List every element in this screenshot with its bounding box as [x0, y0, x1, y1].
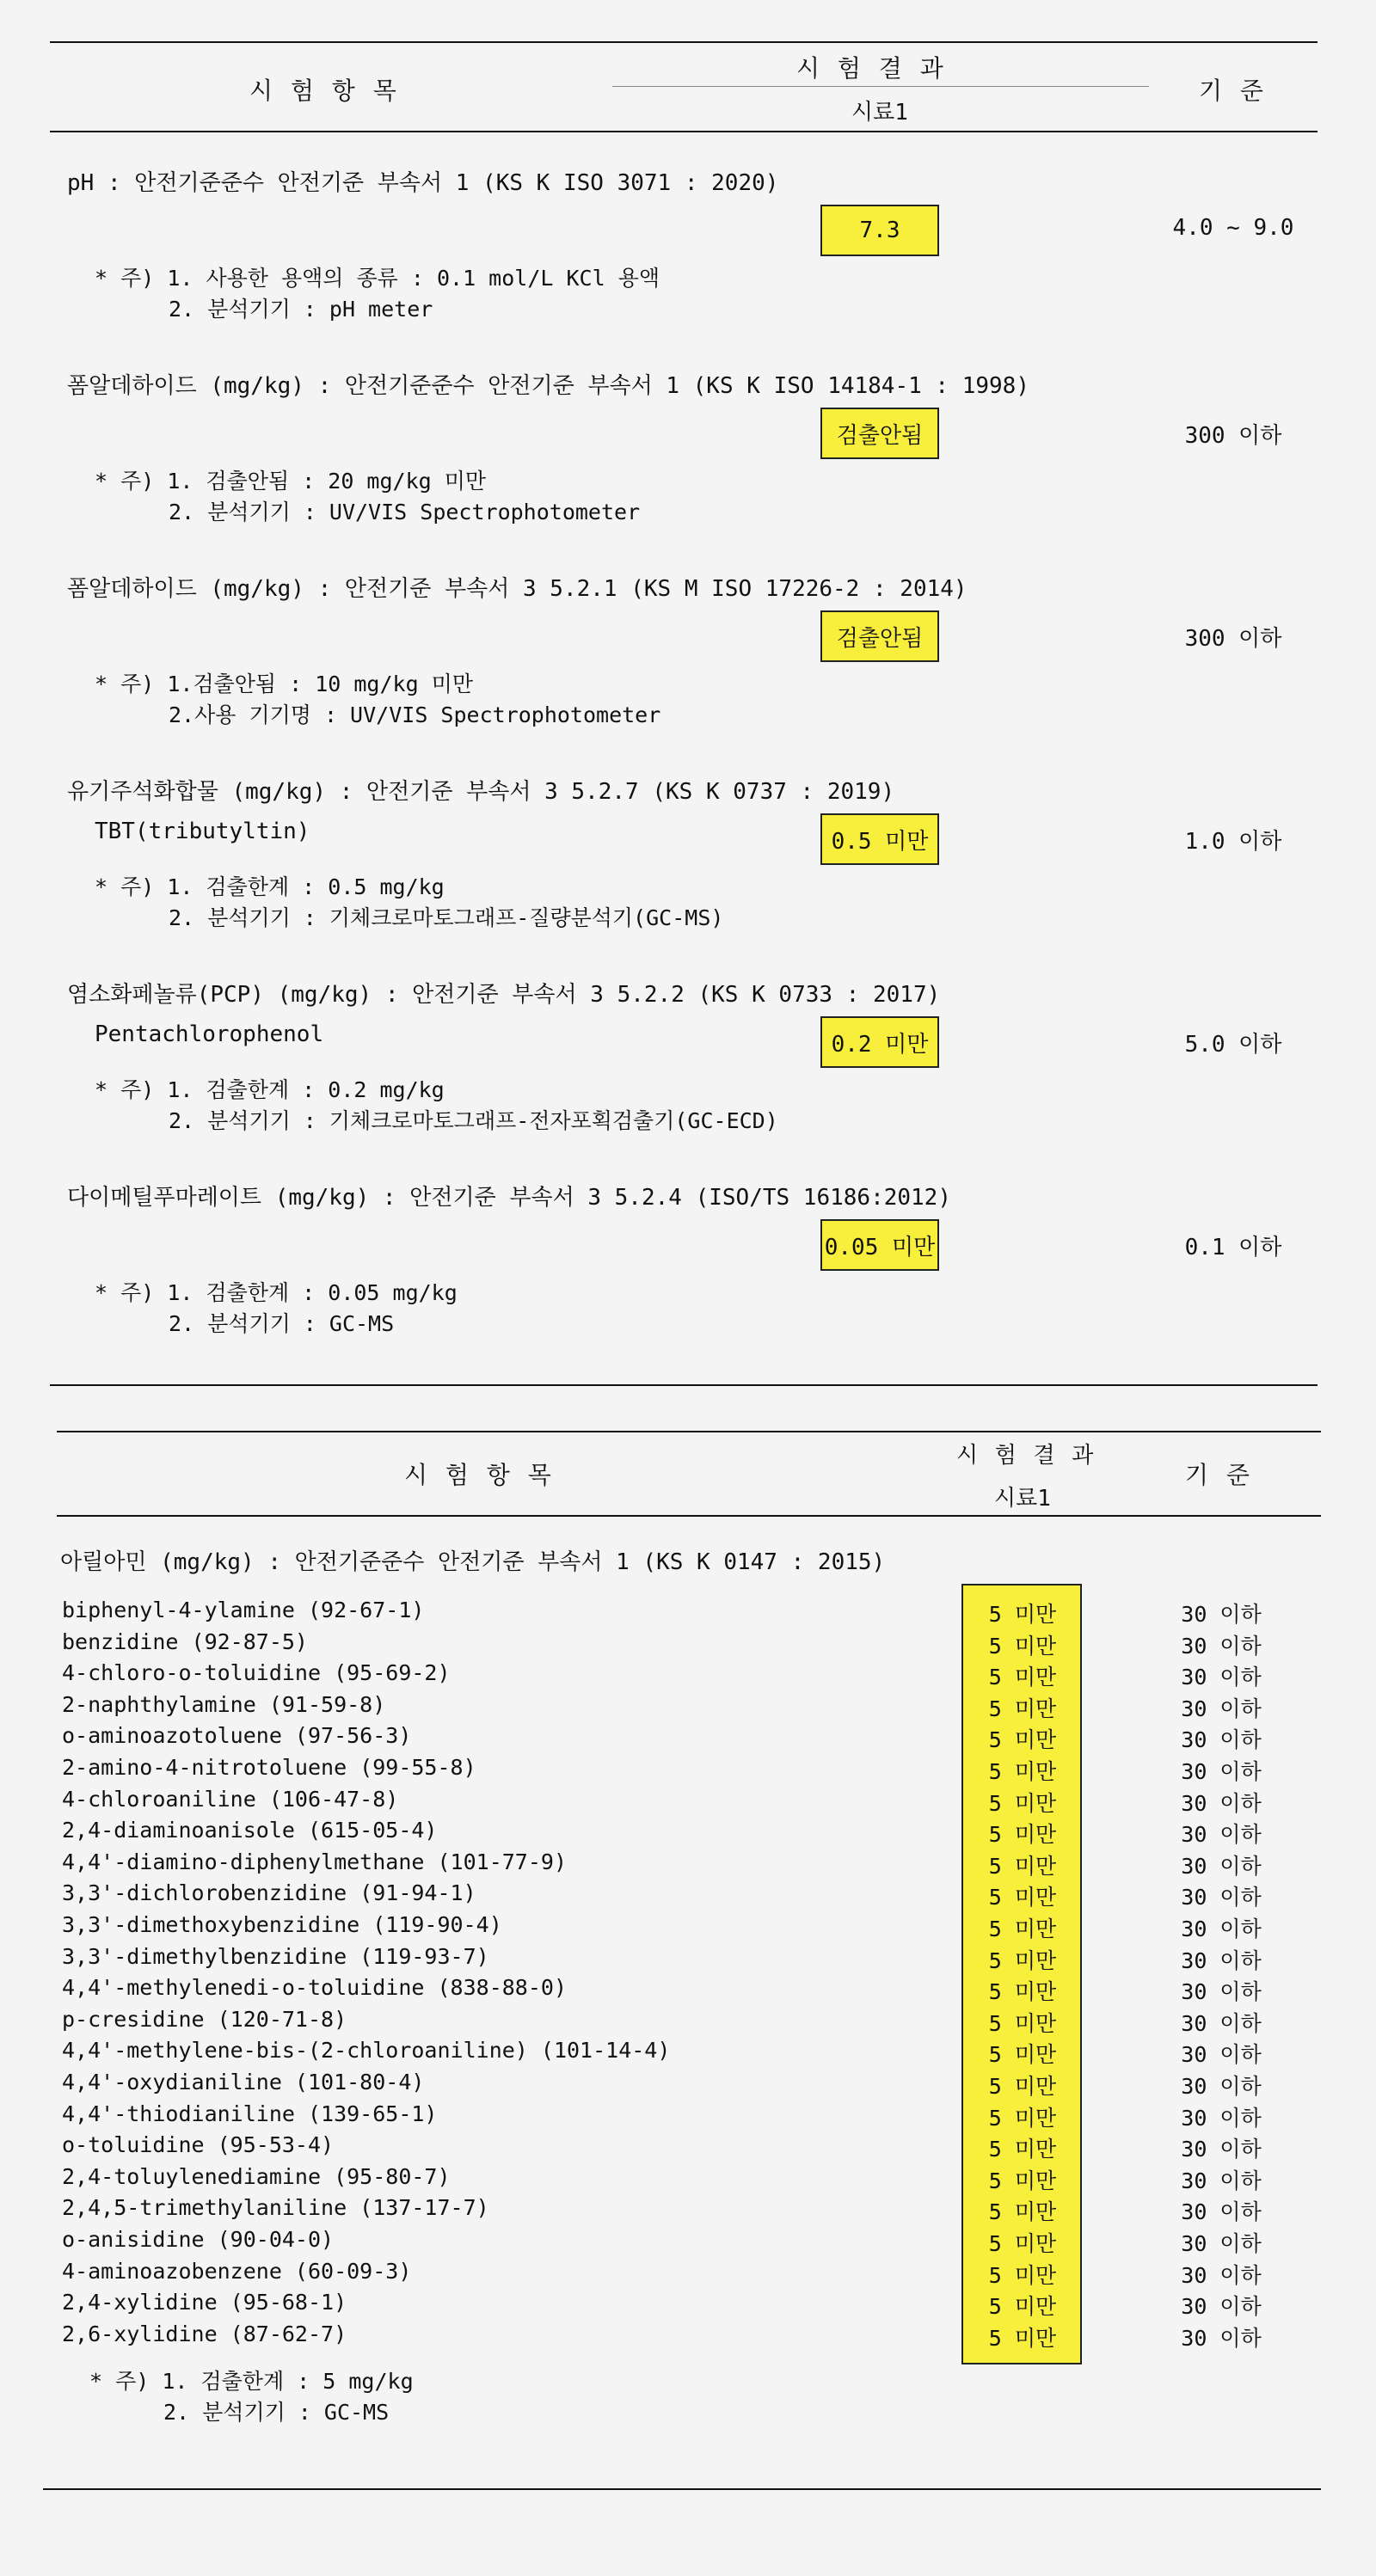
table1-header-result: 시 험 결 과: [796, 54, 945, 83]
arylamine-result: 5 미만: [988, 1979, 1057, 2004]
arylamine-result: 5 미만: [988, 1602, 1057, 1627]
arylamine-standard: 30 이하: [1181, 2294, 1262, 2319]
arylamine-name: o-aminoazotoluene (97-56-3): [62, 1723, 412, 1748]
arylamine-standard: 30 이하: [1181, 2106, 1262, 2131]
arylamine-result: 5 미만: [988, 1917, 1057, 1941]
arylamine-result: 5 미만: [988, 1948, 1057, 1973]
table2-header-rule: [57, 1515, 1321, 1517]
arylamine-result: 5 미만: [988, 2231, 1057, 2256]
arylamine-name: 4-chloro-o-toluidine (95-69-2): [62, 1660, 451, 1685]
arylamine-note-2: 2. 분석기기 : GC-MS: [163, 2400, 390, 2425]
arylamine-standard: 30 이하: [1181, 1634, 1262, 1659]
arylamine-standard: 30 이하: [1181, 2168, 1262, 2193]
section-note-1: * 주) 1. 사용한 용액의 종류 : 0.1 mol/L KCl 용액: [95, 266, 660, 291]
arylamine-standard: 30 이하: [1181, 2042, 1262, 2067]
arylamine-standard: 30 이하: [1181, 1979, 1262, 2004]
arylamine-name: 4-aminoazobenzene (60-09-3): [62, 2259, 412, 2284]
arylamine-result: 5 미만: [988, 2263, 1057, 2288]
arylamine-name: 2-amino-4-nitrotoluene (99-55-8): [62, 1755, 476, 1780]
table1-header-divider: [612, 86, 1149, 87]
arylamine-result: 5 미만: [988, 2011, 1057, 2036]
section-note-1: * 주) 1. 검출한계 : 0.05 mg/kg: [95, 1280, 458, 1305]
arylamine-standard: 30 이하: [1181, 2199, 1262, 2224]
table1-header-rule: [50, 131, 1318, 132]
table1-bottom-rule: [50, 1384, 1318, 1386]
section-note-1: * 주) 1.검출안됨 : 10 mg/kg 미만: [95, 672, 473, 696]
arylamine-result: 5 미만: [988, 2106, 1057, 2131]
arylamine-standard: 30 이하: [1181, 2011, 1262, 2036]
result-value: 검출안됨: [820, 408, 939, 459]
arylamine-name: benzidine (92-87-5): [62, 1629, 308, 1654]
table2-header-item: 시 험 항 목: [404, 1461, 553, 1489]
arylamine-result: 5 미만: [988, 1854, 1057, 1879]
arylamine-result: 5 미만: [988, 2137, 1057, 2162]
table2-bottom-rule: [43, 2488, 1321, 2490]
arylamine-standard: 30 이하: [1181, 1759, 1262, 1784]
arylamine-result: 5 미만: [988, 2168, 1057, 2193]
result-value: 0.05 미만: [820, 1219, 939, 1271]
arylamine-name: 2,4-toluylenediamine (95-80-7): [62, 2164, 451, 2189]
standard-value: 300 이하: [1184, 423, 1282, 449]
arylamine-result: 5 미만: [988, 1885, 1057, 1910]
arylamine-note-1: * 주) 1. 검출한계 : 5 mg/kg: [89, 2369, 414, 2394]
arylamine-name: 4,4'-thiodianiline (139-65-1): [62, 2101, 438, 2126]
result-value: 0.5 미만: [820, 813, 939, 865]
arylamine-name: 3,3'-dimethoxybenzidine (119-90-4): [62, 1912, 502, 1937]
section-note-1: * 주) 1. 검출한계 : 0.5 mg/kg: [95, 874, 445, 899]
arylamine-standard: 30 이하: [1181, 1948, 1262, 1973]
arylamine-result: 5 미만: [988, 1791, 1057, 1816]
arylamine-name: o-anisidine (90-04-0): [62, 2227, 335, 2252]
arylamine-standard: 30 이하: [1181, 1602, 1262, 1627]
arylamine-standard: 30 이하: [1181, 2326, 1262, 2351]
arylamine-name: 2-naphthylamine (91-59-8): [62, 1692, 386, 1717]
arylamine-name: 4-chloroaniline (106-47-8): [62, 1787, 399, 1812]
arylamine-result: 5 미만: [988, 2326, 1057, 2351]
arylamine-standard: 30 이하: [1181, 1822, 1262, 1847]
arylamine-result: 5 미만: [988, 1665, 1057, 1690]
section-title: 폼알데하이드 (mg/kg) : 안전기준 부속서 3 5.2.1 (KS M ISO 17226-2 : 2014): [67, 576, 968, 602]
arylamine-standard: 30 이하: [1181, 1854, 1262, 1879]
result-value: 검출안됨: [820, 610, 939, 662]
arylamine-standard: 30 이하: [1181, 1885, 1262, 1910]
section-title: pH : 안전기준준수 안전기준 부속서 1 (KS K ISO 3071 : 2020): [67, 170, 779, 196]
standard-value: 0.1 이하: [1184, 1235, 1282, 1260]
arylamine-title: 아릴아민 (mg/kg) : 안전기준준수 안전기준 부속서 1 (KS K 0147 : 2015): [60, 1549, 886, 1575]
section-note-1: * 주) 1. 검출안됨 : 20 mg/kg 미만: [95, 469, 487, 494]
arylamine-name: 4,4'-methylenedi-o-toluidine (838-88-0): [62, 1975, 567, 2000]
table2-header-standard: 기 준: [1185, 1461, 1251, 1489]
arylamine-result: 5 미만: [988, 1822, 1057, 1847]
section-title: 염소화페놀류(PCP) (mg/kg) : 안전기준 부속서 3 5.2.2 (KS K 0733 : 2017): [67, 982, 941, 1008]
arylamine-result: 5 미만: [988, 1696, 1057, 1721]
arylamine-name: o-toluidine (95-53-4): [62, 2132, 335, 2157]
section-note-2: 2. 분석기기 : 기체크로마토그래프-전자포획검출기(GC-ECD): [169, 1108, 778, 1133]
arylamine-result: 5 미만: [988, 1727, 1057, 1752]
arylamine-result: 5 미만: [988, 1759, 1057, 1784]
arylamine-result: 5 미만: [988, 1634, 1057, 1659]
result-value: 7.3: [820, 205, 939, 256]
section-title: 폼알데하이드 (mg/kg) : 안전기준준수 안전기준 부속서 1 (KS K ISO 14184-1 : 1998): [67, 373, 1029, 399]
result-value: 0.2 미만: [820, 1016, 939, 1068]
section-title: 유기주석화합물 (mg/kg) : 안전기준 부속서 3 5.2.7 (KS K 0737 : 2019): [67, 779, 895, 805]
standard-value: 4.0 ~ 9.0: [1172, 215, 1294, 241]
section-subitem: TBT(tributyltin): [95, 819, 310, 844]
table2-header-result: 시 험 결 과: [956, 1443, 1096, 1469]
arylamine-name: 3,3'-dimethylbenzidine (119-93-7): [62, 1944, 489, 1969]
arylamine-standard: 30 이하: [1181, 2231, 1262, 2256]
arylamine-name: 2,6-xylidine (87-62-7): [62, 2321, 347, 2346]
arylamine-result: 5 미만: [988, 2294, 1057, 2319]
table2-top-rule: [57, 1431, 1321, 1432]
arylamine-standard: 30 이하: [1181, 1665, 1262, 1690]
arylamine-standard: 30 이하: [1181, 1696, 1262, 1721]
section-note-2: 2. 분석기기 : pH meter: [169, 297, 433, 322]
arylamine-name: 4,4'-methylene-bis-(2-chloroaniline) (101-14-4): [62, 2038, 671, 2063]
arylamine-standard: 30 이하: [1181, 1917, 1262, 1941]
arylamine-result: 5 미만: [988, 2042, 1057, 2067]
section-title: 다이메틸푸마레이트 (mg/kg) : 안전기준 부속서 3 5.2.4 (ISO/TS 16186:2012): [67, 1185, 951, 1211]
arylamine-name: 4,4'-diamino-diphenylmethane (101-77-9): [62, 1849, 567, 1874]
arylamine-name: biphenyl-4-ylamine (92-67-1): [62, 1598, 425, 1622]
section-note-2: 2. 분석기기 : UV/VIS Spectrophotometer: [169, 500, 641, 524]
arylamine-standard: 30 이하: [1181, 2137, 1262, 2162]
arylamine-name: 2,4-xylidine (95-68-1): [62, 2290, 347, 2315]
section-note-1: * 주) 1. 검출한계 : 0.2 mg/kg: [95, 1077, 445, 1102]
table1-header-item: 시 험 항 목: [249, 77, 398, 105]
arylamine-result: 5 미만: [988, 2074, 1057, 2099]
standard-value: 1.0 이하: [1184, 829, 1282, 855]
standard-value: 300 이하: [1184, 626, 1282, 652]
section-subitem: Pentachlorophenol: [95, 1021, 324, 1047]
arylamine-name: 4,4'-oxydianiline (101-80-4): [62, 2070, 425, 2095]
table2-header-sample: 시료1: [994, 1486, 1051, 1512]
table1-top-rule: [50, 41, 1318, 43]
section-note-2: 2. 분석기기 : 기체크로마토그래프-질량분석기(GC-MS): [169, 905, 724, 930]
table1-header-sample: 시료1: [851, 100, 908, 126]
arylamine-standard: 30 이하: [1181, 2074, 1262, 2099]
arylamine-name: p-cresidine (120-71-8): [62, 2007, 347, 2032]
arylamine-result: 5 미만: [988, 2199, 1057, 2224]
arylamine-name: 2,4-diaminoanisole (615-05-4): [62, 1818, 438, 1843]
arylamine-name: 3,3'-dichlorobenzidine (91-94-1): [62, 1880, 476, 1905]
arylamine-name: 2,4,5-trimethylaniline (137-17-7): [62, 2195, 489, 2220]
arylamine-standard: 30 이하: [1181, 1791, 1262, 1816]
arylamine-standard: 30 이하: [1181, 1727, 1262, 1752]
section-note-2: 2.사용 기기명 : UV/VIS Spectrophotometer: [169, 702, 661, 727]
section-note-2: 2. 분석기기 : GC-MS: [169, 1311, 395, 1336]
arylamine-standard: 30 이하: [1181, 2263, 1262, 2288]
standard-value: 5.0 이하: [1184, 1032, 1282, 1058]
table1-header-standard: 기 준: [1199, 77, 1265, 105]
